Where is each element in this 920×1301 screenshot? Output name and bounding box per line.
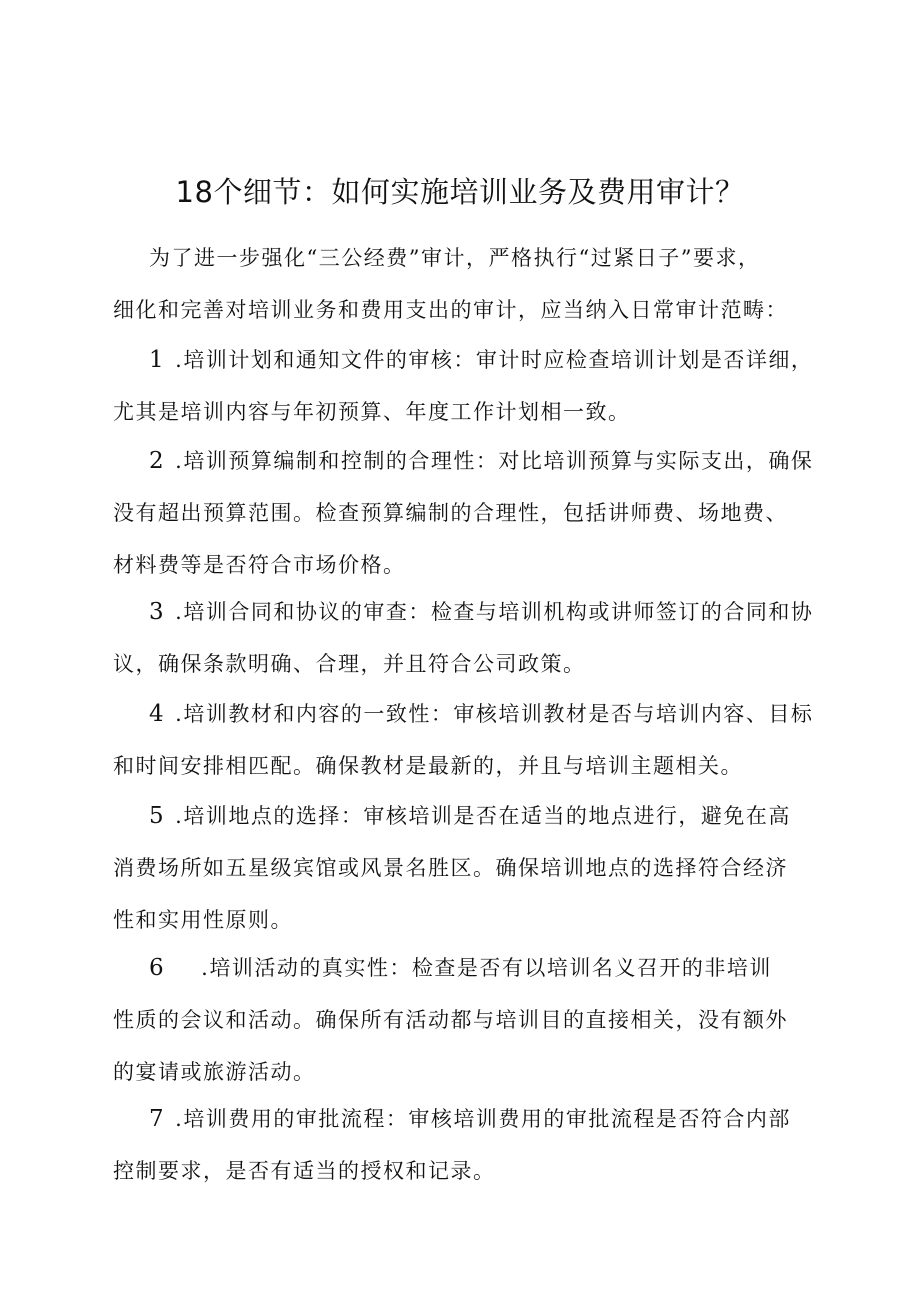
item-7-line-2: 控制要求，是否有适当的授权和记录。 [113, 1159, 496, 1183]
item-4-first-line [113, 688, 813, 740]
item-4-line-1: .培训教材和内容的一致性：审核培训教材是否与培训内容、目标 [175, 702, 814, 726]
item-5-number: 5 [149, 803, 166, 829]
item-3-line-2: 议，确保条款明确、合理，并且符合公司政策。 [113, 652, 586, 676]
item-6-line-2: 性质的会议和活动。确保所有活动都与培训目的直接相关，没有额外 [113, 1008, 788, 1032]
item-6-paragraph [113, 942, 813, 1098]
intro-line-1: 为了进一步强化“三公经费”审计，严格执行“过紧日子”要求， [149, 246, 761, 270]
item-1-paragraph [113, 334, 813, 438]
item-6-first-line [113, 942, 813, 994]
item-5-line-3: 性和实用性原则。 [113, 908, 293, 932]
item-2-paragraph [113, 435, 813, 591]
item-2-line-1: .培训预算编制和控制的合理性：对比培训预算与实际支出，确保 [175, 449, 814, 473]
item-2-first-line [113, 435, 813, 487]
item-2-number: 2 [149, 448, 166, 474]
item-7-line-1: .培训费用的审批流程：审核培训费用的审批流程是否符合内部 [175, 1107, 791, 1131]
item-3-first-line [113, 586, 813, 638]
item-6-line-3: 的宴请或旅游活动。 [113, 1060, 316, 1084]
item-5-first-line [113, 790, 813, 842]
document-title: 18个细节：如何实施培训业务及费用审计？ [175, 175, 745, 209]
item-6-line-1: .培训活动的真实性：检查是否有以培训名义召开的非培训 [201, 956, 772, 980]
item-1-number: 1 [149, 347, 166, 373]
intro-paragraph [113, 232, 813, 336]
item-7-paragraph [113, 1093, 813, 1197]
item-3-line-1: .培训合同和协议的审查：检查与培训机构或讲师签订的合同和协 [175, 600, 814, 624]
item-1-line-1: .培训计划和通知文件的审核：审计时应检查培训计划是否详细， [175, 348, 814, 372]
item-5-paragraph [113, 790, 813, 946]
item-7-first-line [113, 1093, 813, 1145]
item-5-line-1: .培训地点的选择：审核培训是否在适当的地点进行，避免在高 [175, 804, 791, 828]
item-5-line-2: 消费场所如五星级宾馆或风景名胜区。确保培训地点的选择符合经济 [113, 856, 788, 880]
item-4-number: 4 [149, 701, 166, 727]
item-2-line-3: 材料费等是否符合市场价格。 [113, 553, 406, 577]
item-7-number: 7 [149, 1106, 166, 1132]
item-2-line-2: 没有超出预算范围。检查预算编制的合理性，包括讲师费、场地费、 [113, 501, 788, 525]
item-4-line-2: 和时间安排相匹配。确保教材是最新的，并且与培训主题相关。 [113, 754, 743, 778]
item-1-line-2: 尤其是培训内容与年初预算、年度工作计划相一致。 [113, 400, 631, 424]
item-4-paragraph [113, 688, 813, 792]
intro-line-2: 细化和完善对培训业务和费用支出的审计，应当纳入日常审计范畴： [113, 298, 788, 322]
item-3-paragraph [113, 586, 813, 690]
item-6-number: 6 [149, 955, 166, 981]
item-1-first-line [113, 334, 813, 386]
item-3-number: 3 [149, 599, 166, 625]
